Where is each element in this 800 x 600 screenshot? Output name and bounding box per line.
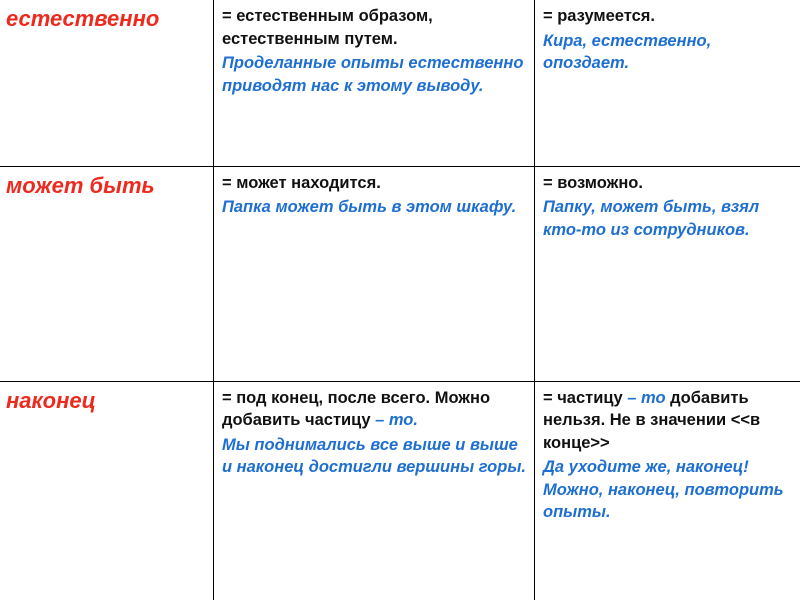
particle-to: – то [627,388,666,407]
definition-end: добавить нельзя. Не в значении <<в конце>> [543,388,761,452]
meaning-cell [214,0,535,166]
term-label: наконец [6,387,96,413]
definition-start: = частицу [543,388,628,407]
meaning-cell [214,166,535,381]
definition-text [222,387,528,432]
example-text: Папку, может быть, взял кто-то из сотрудников. [543,198,760,239]
term-label: может быть [6,172,155,198]
example-text: Папка может быть в этом шкафу. [222,198,517,216]
term-label: естественно [6,6,160,31]
term-cell [0,0,214,166]
table-row [0,381,800,600]
definition-text: = может находится. [222,173,381,192]
second-meaning-cell [535,381,800,600]
table-row [0,0,800,166]
definition-text: = возможно. [543,173,643,192]
example-text: Да уходите же, наконец! Можно, наконец, повторить опыты. [543,458,784,521]
term-cell [0,166,214,381]
particle-to: – то. [375,411,418,429]
example-text: Проделанные опыты естественно приводят нас к этому выводу. [222,54,524,95]
second-meaning-cell [535,166,800,381]
second-meaning-cell [535,0,800,166]
definition-main: = под конец, после всего. Можно добавить частицу [222,388,491,429]
example-text: Кира, естественно, опоздает. [543,31,712,72]
meaning-cell [214,381,535,600]
table-row [0,166,800,381]
definition-text [543,387,796,455]
definition-text: = разумеется. [543,7,656,25]
definition-text: = естественным образом, естественным путем. [222,7,433,48]
term-cell [0,381,214,600]
example-text: Мы поднимались все выше и выше и наконец достигли вершины горы. [222,435,527,476]
